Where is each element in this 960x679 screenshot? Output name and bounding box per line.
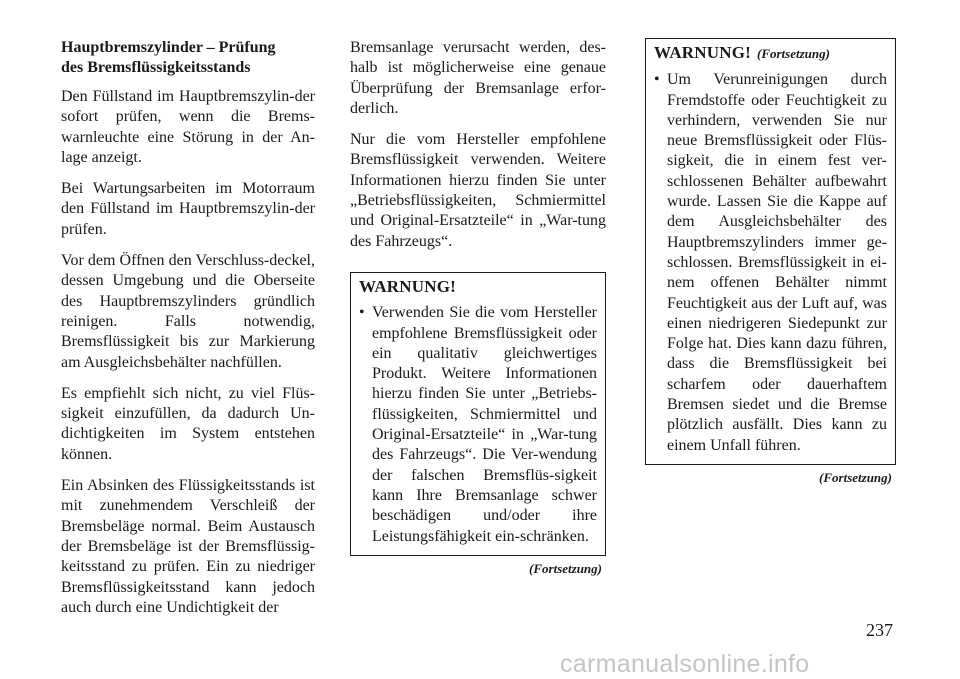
middle-column [350, 38, 606, 579]
continued-note: (Fortsetzung) [819, 469, 892, 485]
warning-continued-label: (Fortsetzung) [756, 46, 830, 61]
heading-line-2: des Bremsflüssigkeitsstands [61, 59, 251, 76]
page-number: 237 [866, 620, 893, 640]
watermark[interactable]: carmanualsonline.info [560, 650, 810, 678]
warning-title: WARNUNG! [359, 276, 456, 296]
warning-bullet-item [359, 303, 597, 547]
warning-box [645, 38, 896, 465]
heading-line-1: Hauptbremszylinder – Prüfung [61, 39, 276, 56]
left-column [61, 38, 315, 629]
paragraph: Bei Wartungsarbeiten im Motorraum den Füllstand im Hauptbremszylin-der prüfen. [61, 180, 315, 238]
continued-note: (Fortsetzung) [529, 560, 602, 576]
warning-bullet-item [654, 70, 887, 456]
paragraph: Es empfiehlt sich nicht, zu viel Flüs-sigkeit einzufüllen, da dadurch Un-dichtigkeiten im System entstehen können. [61, 384, 315, 463]
warning-box [350, 272, 606, 556]
right-column [645, 38, 896, 488]
warning-title: WARNUNG! [654, 43, 751, 62]
paragraph: Ein Absinken des Flüssigkeitsstands ist mit zunehmendem Verschleiß der Bremsbeläge normal. Beim Austausch der Bremsbeläge ist der Bremsflüssig-keitsstand zu prüfen. Ein zu niedriger Bremsflüssigkeitsstand kann jedoch auch durch eine Undichtigkeit der [61, 477, 315, 616]
bullet-icon: • [654, 71, 660, 89]
paragraph: Vor dem Öffnen den Verschluss-deckel, dessen Umgebung und die Oberseite des Hauptbremszylinders gründlich reinigen. Falls notwendig, Bremsflüssigkeit bis zur Markierung am Ausgleichsbehälter nachfüllen. [61, 252, 315, 371]
warning-text: Verwenden Sie die vom Hersteller empfohlene Bremsflüssigkeit oder ein qualitativ gleichwertiges Produkt. Weitere Informationen hierzu finden Sie unter „Betriebs-flüssigkeiten, Schmiermittel und Original-Ersatzteile“ in „War-tung des Fahrzeugs“. Die Ver-wendung der falschen Bremsflüs-sigkeit kann Ihre Bremsanlage schwer beschädigen und/oder ihre Leistungsfähigkeit ein-schränken. [372, 304, 597, 545]
bullet-icon: • [359, 304, 365, 322]
warning-text: Um Verunreinigungen durch Fremdstoffe oder Feuchtigkeit zu verhindern, verwenden Sie nur neue Bremsflüssigkeit oder Flüs-sigkeit, die in einem fest ver-schlossenen Behälter aufbewahrt wurde. Lassen Sie die Kappe auf dem Ausgleichsbehälter des Hauptbremszylinders immer ge-schlossen. Bremsflüssigkeit in ei-nem offenen Behälter nimmt Feuchtigkeit aus der Luft auf, was einen niedrigeren Siedepunkt zur Folge hat. Dies kann dazu führen, dass die Bremsflüssigkeit bei scharfem oder dauerhaftem Bremsen siedet und die Bremse plötzlich ausfällt. Dies kann zu einem Unfall führen. [667, 71, 887, 454]
paragraph: Den Füllstand im Hauptbremszylin-der sofort prüfen, wenn die Brems-warnleuchte eine Störung in der An-lage anzeigt. [61, 88, 315, 166]
warning-title-row [654, 43, 887, 64]
paragraph: Bremsanlage verursacht werden, des-halb ist möglicherweise eine genaue Überprüfung der Bremsanlage erfor-derlich. [350, 39, 606, 117]
paragraph: Nur die vom Hersteller empfohlene Bremsflüssigkeit verwenden. Weitere Informationen hierzu finden Sie unter „Betriebsflüssigkeiten, Schmiermittel und Original-Ersatzteile“ in „War-tung des Fahrzeugs“. [350, 131, 606, 250]
section-heading [61, 38, 315, 78]
